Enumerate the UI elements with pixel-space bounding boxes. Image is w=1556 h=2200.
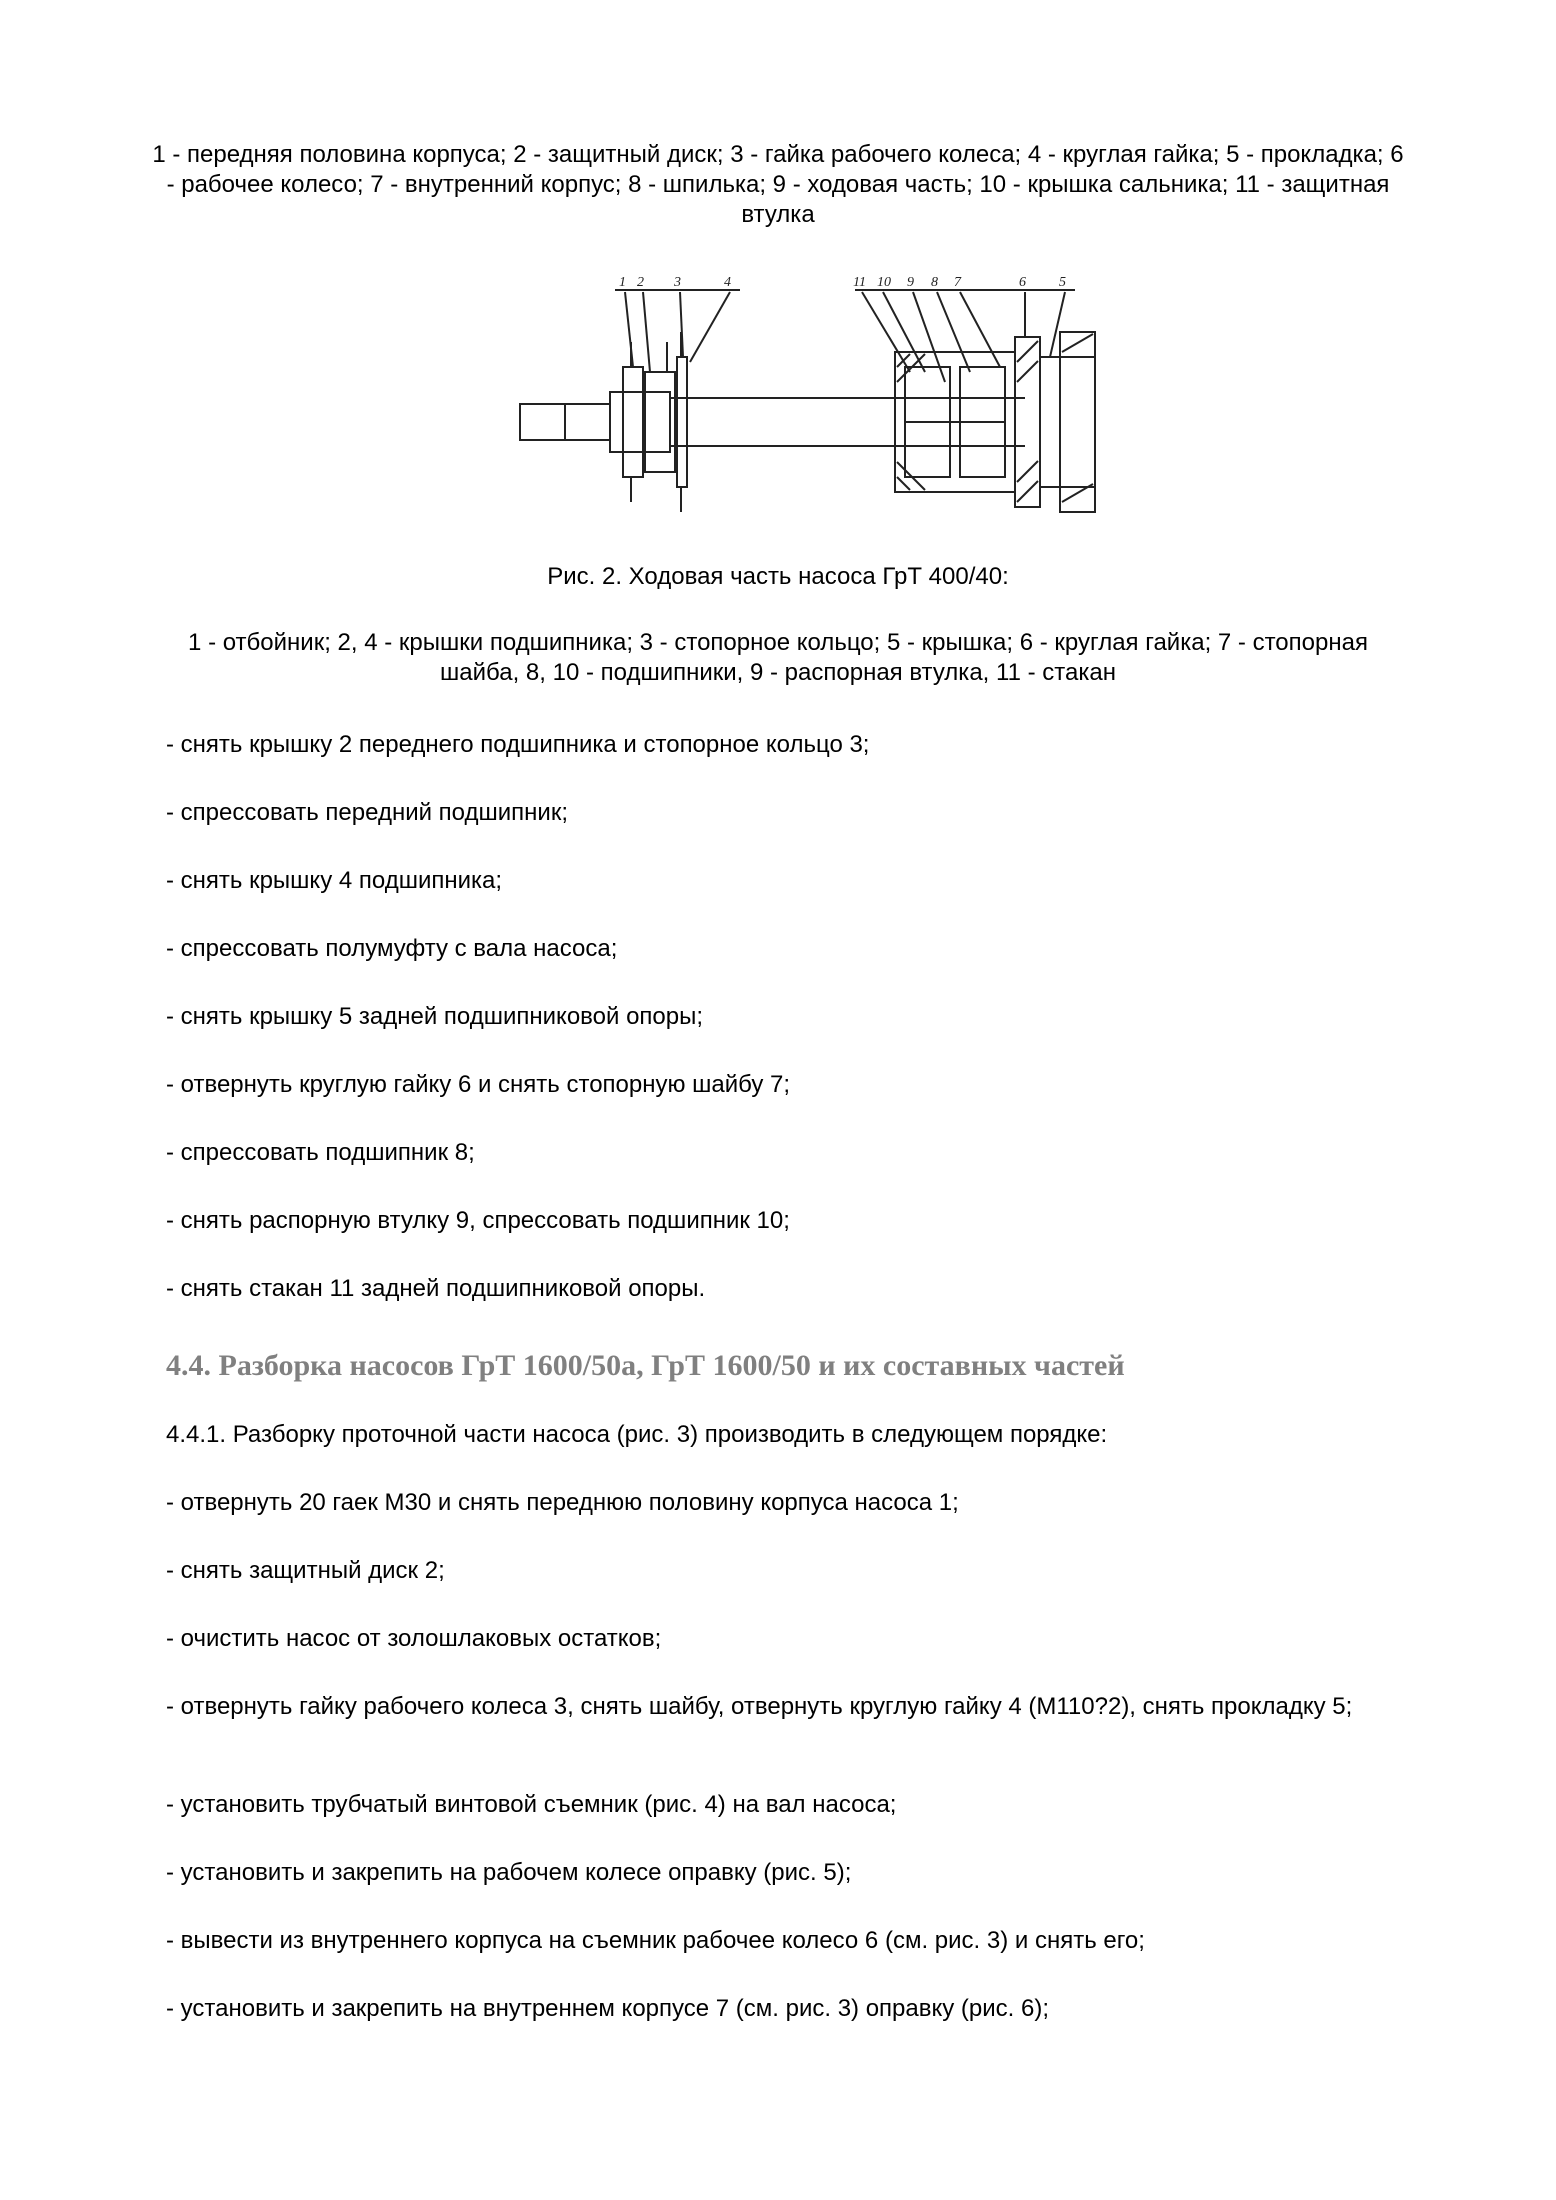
step-a-6: - отвернуть круглую гайку 6 и снять стопорную шайбу 7; (166, 1071, 791, 1098)
figure1-legend: 1 - передняя половина корпуса; 2 - защитный диск; 3 - гайка рабочего колеса; 4 - круглая гайка; 5 - прокладка; 6 - рабочее колесо; 7 - внутренний корпус; 8 - шпилька; 9 - ходовая часть; 10 - крышка сальника; 11 - защитная втулка (152, 141, 1404, 228)
step-b-2: - снять защитный диск 2; (166, 1557, 445, 1584)
step-b-1: - отвернуть 20 гаек М30 и снять переднюю половину корпуса насоса 1; (166, 1489, 959, 1516)
callout-8: 8 (931, 275, 938, 290)
callout-7: 7 (954, 275, 961, 290)
pump-shaft-drawing (505, 272, 1115, 522)
intro-4-4-1: 4.4.1. Разборку проточной части насоса (рис. 3) производить в следующем порядке: (166, 1421, 1108, 1448)
step-a-4: - спрессовать полумуфту с вала насоса; (166, 935, 618, 962)
step-b-8: - установить и закрепить на внутреннем корпусе 7 (см. рис. 3) оправку (рис. 6); (166, 1995, 1050, 2022)
figure2-legend: 1 - отбойник; 2, 4 - крышки подшипника; 3 - стопорное кольцо; 5 - крышка; 6 - круглая гайка; 7 - стопорная шайба, 8, 10 - подшипники, 9 - распорная втулка, 11 - стакан (188, 629, 1368, 686)
callout-9: 9 (907, 275, 914, 290)
callout-10: 10 (877, 275, 891, 290)
figure2-drawing (505, 272, 1115, 522)
step-a-8: - снять распорную втулку 9, спрессовать подшипник 10; (166, 1207, 790, 1234)
step-a-9: - снять стакан 11 задней подшипниковой опоры. (166, 1275, 706, 1302)
callout-3: 3 (674, 275, 681, 290)
callout-11: 11 (853, 275, 866, 290)
callout-6: 6 (1019, 275, 1026, 290)
section-heading: 4.4. Разборка насосов ГрТ 1600/50а, ГрТ 1600/50 и их составных частей (166, 1349, 1125, 1382)
step-b-6: - установить и закрепить на рабочем колесе оправку (рис. 5); (166, 1859, 852, 1886)
step-b-4: - отвернуть гайку рабочего колеса 3, снять шайбу, отвернуть круглую гайку 4 (М110?2), снять прокладку 5; (166, 1693, 1353, 1720)
step-b-5: - установить трубчатый винтовой съемник (рис. 4) на вал насоса; (166, 1791, 897, 1818)
callout-4: 4 (724, 275, 731, 290)
callout-1: 1 (619, 275, 626, 290)
callout-5: 5 (1059, 275, 1066, 290)
step-a-7: - спрессовать подшипник 8; (166, 1139, 475, 1166)
step-a-1: - снять крышку 2 переднего подшипника и стопорное кольцо 3; (166, 731, 870, 758)
coupling (1040, 357, 1095, 487)
figure2-title: Рис. 2. Ходовая часть насоса ГрТ 400/40: (547, 563, 1009, 590)
ring-3 (677, 357, 687, 487)
shaft-step (610, 392, 670, 452)
callout-2: 2 (637, 275, 644, 290)
cover-2 (623, 367, 643, 477)
step-a-5: - снять крышку 5 задней подшипниковой опоры; (166, 1003, 704, 1030)
step-b-7: - вывести из внутреннего корпуса на съемник рабочее колесо 6 (см. рис. 3) и снять его; (166, 1927, 1145, 1954)
step-b-3: - очистить насос от золошлаковых остатков; (166, 1625, 662, 1652)
step-a-2: - спрессовать передний подшипник; (166, 799, 568, 826)
step-a-3: - снять крышку 4 подшипника; (166, 867, 503, 894)
